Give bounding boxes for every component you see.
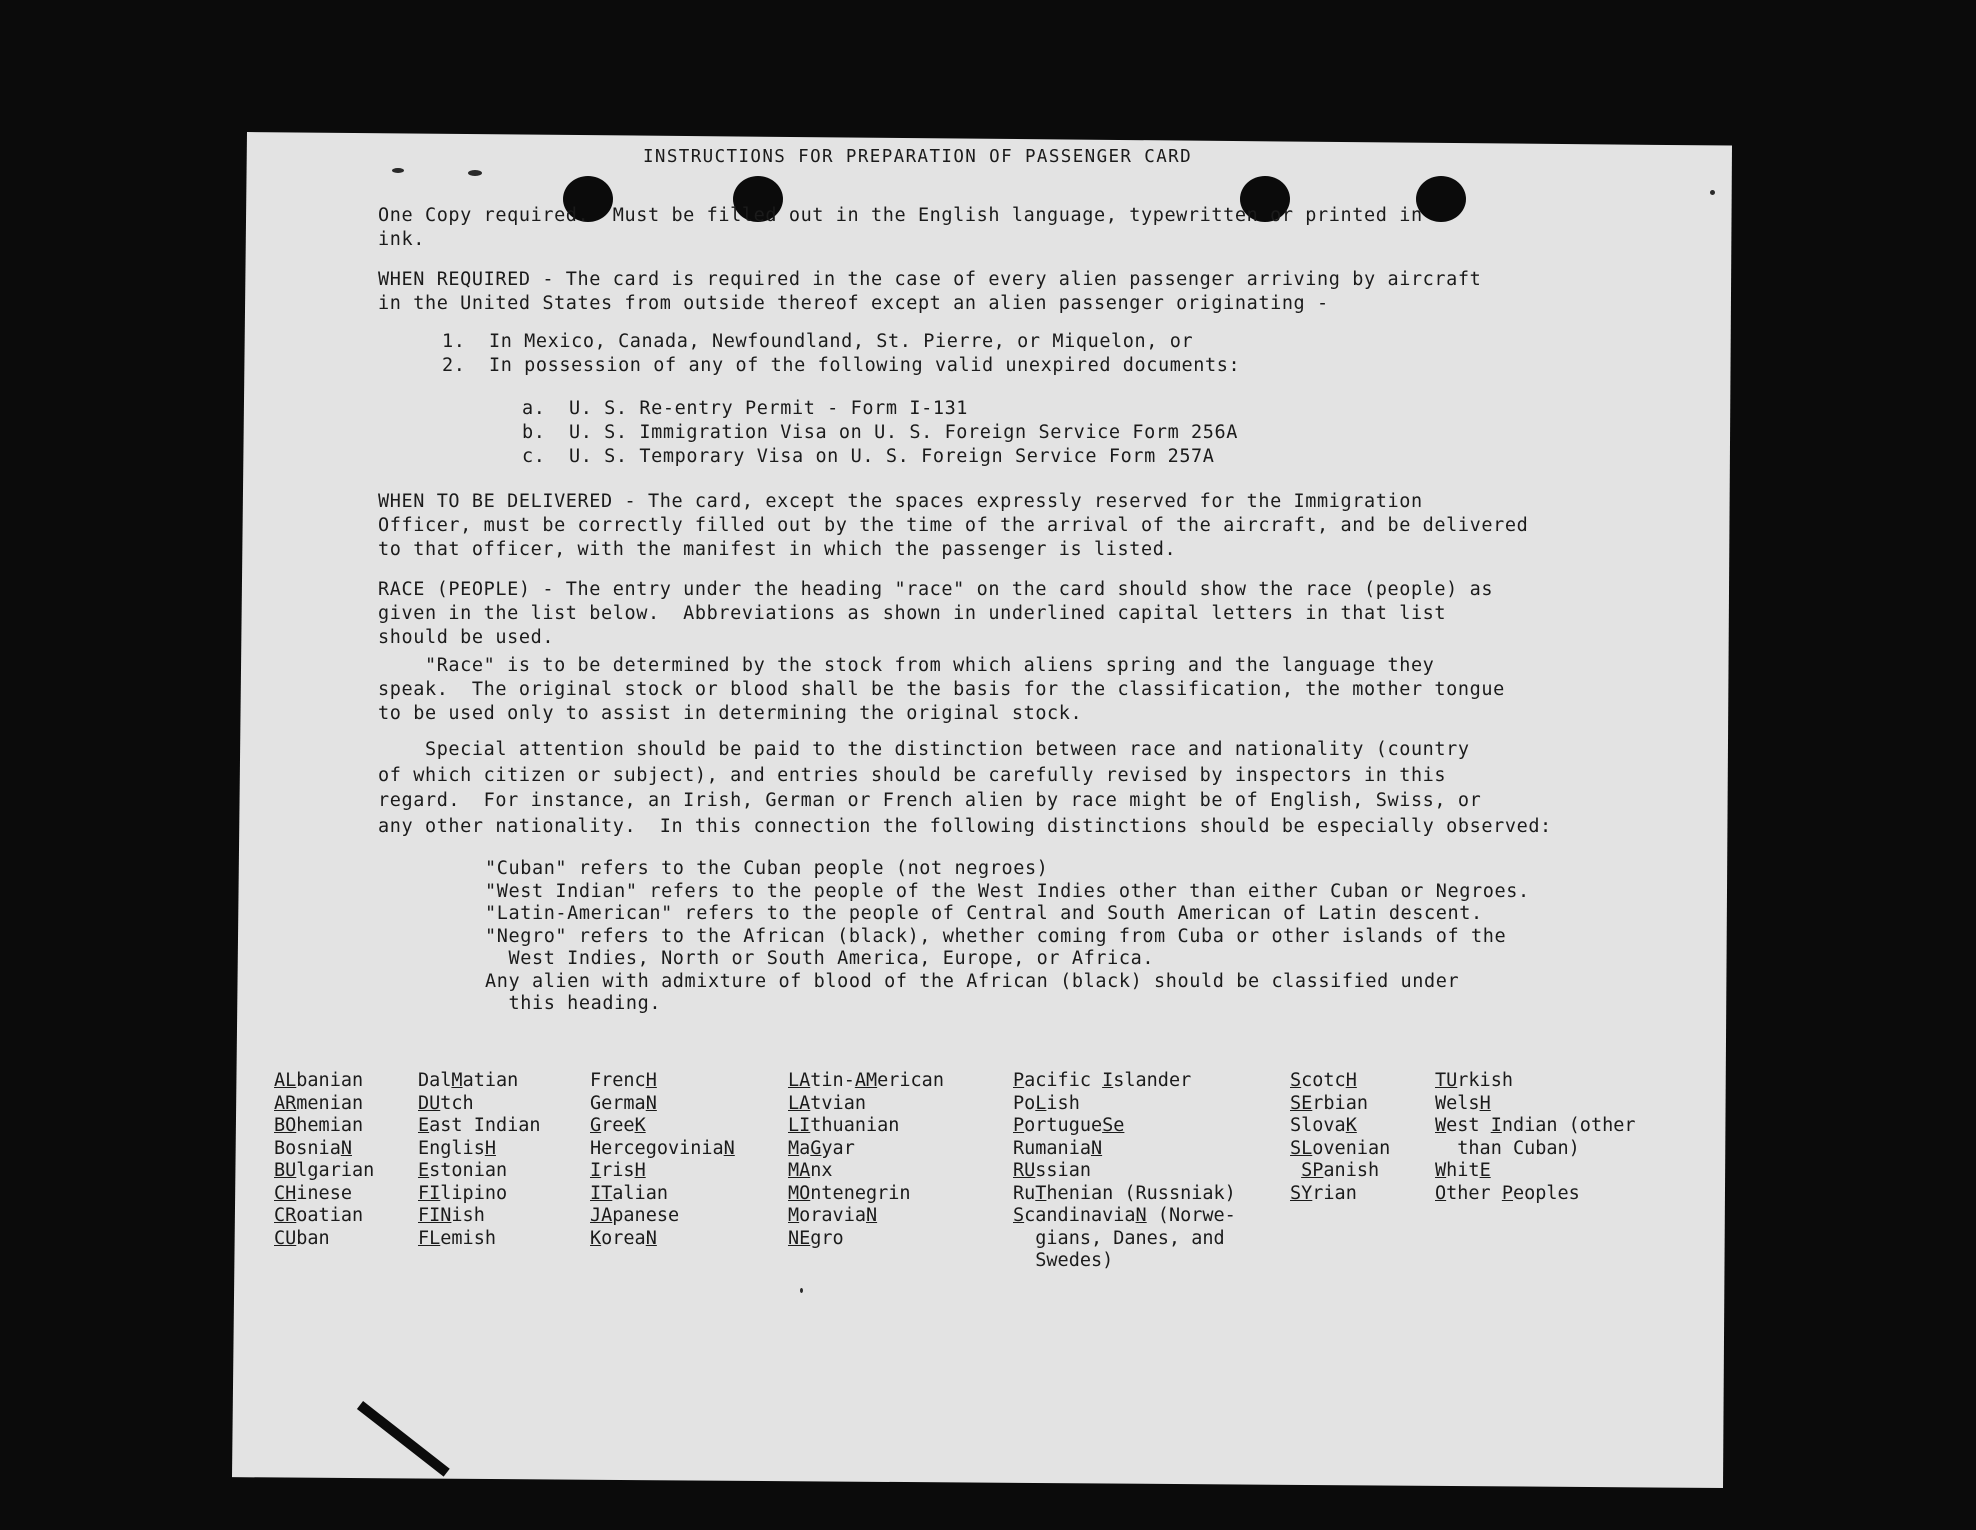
race-text: panese <box>612 1205 680 1226</box>
race-column-6 <box>1290 1070 1390 1205</box>
race-text: candinavia <box>1024 1205 1136 1226</box>
race-abbreviation: W <box>1435 1160 1447 1181</box>
race-entry <box>418 1205 541 1228</box>
race-text: erican <box>877 1070 944 1091</box>
race-entry <box>1290 1070 1390 1093</box>
race-abbreviation: NE <box>788 1227 811 1249</box>
race-text: stonian <box>429 1160 508 1181</box>
race-text: ovenian <box>1312 1137 1391 1159</box>
race-entry <box>788 1138 944 1161</box>
race-column-2 <box>418 1070 541 1250</box>
race-entry <box>418 1115 541 1138</box>
race-abbreviation: E <box>418 1160 430 1181</box>
race-abbreviation: I <box>1102 1070 1114 1091</box>
race-text: oravia <box>799 1205 866 1226</box>
race-abbreviation: W <box>1435 1115 1447 1136</box>
race-abbreviation: S <box>1013 1205 1025 1226</box>
race-entry <box>788 1228 944 1251</box>
ink-speck <box>468 170 482 176</box>
race-abbreviation: SP <box>1301 1160 1324 1181</box>
race-text: slander <box>1113 1070 1192 1091</box>
race-abbreviation: H <box>484 1137 496 1159</box>
race-entry <box>590 1115 735 1138</box>
race-entry <box>1013 1183 1236 1206</box>
race-entry <box>788 1115 944 1138</box>
race-entry <box>590 1160 735 1183</box>
race-abbreviation: SL <box>1290 1137 1313 1159</box>
race-abbreviation: TU <box>1435 1070 1458 1091</box>
race-abbreviation: FI <box>418 1182 441 1204</box>
race-text: nx <box>810 1160 833 1181</box>
race-text: lgarian <box>296 1160 375 1181</box>
race-abbreviation: H <box>645 1070 657 1091</box>
race-text: ban <box>296 1227 330 1249</box>
race-abbreviation: N <box>645 1092 657 1114</box>
race-abbreviation: I <box>1490 1115 1502 1136</box>
race-text: ortugue <box>1024 1115 1103 1136</box>
race-entry <box>418 1093 541 1116</box>
race-text: anish <box>1323 1160 1380 1181</box>
race-entry <box>788 1160 944 1183</box>
race-entry <box>274 1093 374 1116</box>
race-abbreviation: H <box>1479 1092 1491 1114</box>
race-abbreviation: N <box>1090 1137 1103 1159</box>
race-text: ntenegrin <box>810 1182 911 1204</box>
race-text: hemian <box>296 1115 364 1136</box>
race-text: alian <box>612 1182 668 1204</box>
race-entry <box>418 1138 541 1161</box>
race-text: Po <box>1013 1092 1036 1114</box>
race-people-paragraph: RACE (PEOPLE) - The entry under the heading "race" on the card should show the race (people) as given in the list below. Abbreviations as shown in underlined capital letters in that list should be used. <box>378 579 1494 648</box>
race-text: rbian <box>1312 1092 1368 1114</box>
race-entry <box>1290 1138 1390 1161</box>
race-abbreviation: G <box>810 1137 822 1159</box>
race-abbreviation: P <box>1013 1070 1025 1091</box>
origin-list: 1. In Mexico, Canada, Newfoundland, St. Pierre, or Miquelon, or 2. In possession of any of the following valid unexpired documents: <box>442 331 1241 376</box>
race-abbreviation: M <box>788 1137 800 1159</box>
race-entry <box>590 1183 735 1206</box>
race-abbreviation: LA <box>788 1092 811 1114</box>
race-text: tch <box>440 1092 474 1114</box>
race-entry <box>788 1070 944 1093</box>
race-abbreviation: BO <box>274 1115 297 1136</box>
race-text: a <box>799 1137 811 1159</box>
race-text: eoples <box>1512 1182 1580 1204</box>
race-entry <box>788 1205 944 1228</box>
race-entry <box>418 1160 541 1183</box>
race-text: atian <box>462 1070 519 1091</box>
ink-speck <box>392 168 404 173</box>
race-abbreviation: Se <box>1102 1115 1125 1136</box>
race-entry <box>1290 1093 1390 1116</box>
race-abbreviation: SE <box>1290 1092 1313 1114</box>
race-column-3 <box>590 1070 735 1250</box>
race-text: Frenc <box>590 1070 646 1091</box>
race-entry <box>1435 1070 1636 1093</box>
race-text: rkish <box>1457 1070 1513 1091</box>
race-text: ish <box>1046 1092 1080 1114</box>
race-abbreviation: G <box>590 1115 602 1136</box>
race-abbreviation: S <box>1290 1070 1302 1091</box>
race-entry <box>1435 1093 1636 1116</box>
race-entry <box>1290 1115 1390 1138</box>
race-entry <box>590 1205 735 1228</box>
race-abbreviation: JA <box>590 1205 613 1226</box>
page-title: INSTRUCTIONS FOR PREPARATION OF PASSENGER CARD <box>643 147 1193 167</box>
race-text: Germa <box>590 1092 646 1114</box>
race-definition-paragraph: "Race" is to be determined by the stock from which aliens spring and the language they speak. The original stock or blood shall be the basis for the classification, the mother tongue to be used only to assist in determining the original stock. <box>378 655 1505 724</box>
race-column-5 <box>1013 1070 1236 1273</box>
ink-speck <box>1710 190 1715 195</box>
race-text: gians, Danes, and <box>1013 1227 1225 1249</box>
race-text: acific <box>1024 1070 1103 1091</box>
race-column-7 <box>1435 1070 1636 1205</box>
race-abbreviation: O <box>1435 1182 1447 1204</box>
race-text: ree <box>601 1115 635 1136</box>
race-abbreviation: AM <box>854 1070 878 1091</box>
race-text: henian (Russniak) <box>1046 1182 1236 1204</box>
race-text: ish <box>451 1205 485 1226</box>
race-text: Englis <box>418 1137 485 1159</box>
race-abbreviation: M <box>788 1205 800 1226</box>
race-text: Dal <box>418 1070 452 1091</box>
race-column-4 <box>788 1070 944 1250</box>
race-text: rian <box>1312 1182 1357 1204</box>
race-entry <box>274 1205 374 1228</box>
race-text: Hercegovinia <box>590 1137 724 1159</box>
race-text: (Norwe- <box>1146 1205 1236 1226</box>
race-abbreviation: M <box>451 1070 463 1091</box>
race-entry <box>1435 1160 1636 1183</box>
race-entry <box>1013 1160 1236 1183</box>
race-text: emish <box>440 1227 496 1249</box>
race-entry <box>274 1160 374 1183</box>
race-text: ndian (other <box>1501 1115 1636 1136</box>
race-entry <box>1435 1138 1636 1161</box>
race-abbreviation: K <box>1345 1115 1357 1136</box>
race-text: Ru <box>1013 1182 1036 1204</box>
race-abbreviation: H <box>1345 1070 1357 1091</box>
race-text: Wels <box>1435 1092 1480 1114</box>
race-abbreviation: CR <box>274 1205 297 1226</box>
document-list: a. U. S. Re-entry Permit - Form I-131 b. U. S. Immigration Visa on U. S. Foreign Service Form 256A c. U. S. Temporary Visa on U. S. Foreign Service Form 257A <box>522 398 1239 467</box>
race-entry <box>788 1183 944 1206</box>
race-abbreviation: BU <box>274 1160 297 1181</box>
race-abbreviation: MA <box>788 1160 811 1181</box>
race-text: est <box>1446 1115 1491 1136</box>
race-text: yar <box>821 1137 855 1159</box>
ink-speck <box>800 1288 803 1293</box>
race-entry <box>1013 1138 1236 1161</box>
race-text: banian <box>296 1070 364 1091</box>
race-entry <box>1290 1160 1390 1183</box>
race-entry <box>418 1228 541 1251</box>
race-entry <box>418 1183 541 1206</box>
race-entry <box>1435 1183 1636 1206</box>
race-text: ast Indian <box>429 1115 541 1136</box>
race-text: cotc <box>1301 1070 1346 1091</box>
intro-paragraph: One Copy required. Must be filled out in the English language, typewritten or printed in ink. <box>378 205 1423 250</box>
when-required-paragraph: WHEN REQUIRED - The card is required in the case of every alien passenger arriving by aircraft in the United States from outside thereof except an alien passenger originating - <box>378 269 1482 314</box>
race-abbreviation: FIN <box>418 1205 452 1226</box>
race-text: oatian <box>296 1205 364 1226</box>
race-abbreviation: I <box>590 1160 602 1181</box>
race-entry <box>1013 1070 1236 1093</box>
race-abbreviation: E <box>418 1115 430 1136</box>
race-abbreviation: CU <box>274 1227 297 1249</box>
race-text: Swedes) <box>1013 1250 1114 1271</box>
race-entry <box>788 1093 944 1116</box>
race-abbreviation: N <box>340 1137 352 1159</box>
race-entry <box>590 1070 735 1093</box>
race-entry <box>1290 1183 1390 1206</box>
race-abbreviation: L <box>1035 1092 1047 1114</box>
race-column-1 <box>274 1070 374 1250</box>
race-entry <box>274 1138 374 1161</box>
race-text: orea <box>601 1227 646 1249</box>
race-entry <box>590 1093 735 1116</box>
when-delivered-paragraph: WHEN TO BE DELIVERED - The card, except the spaces expressly reserved for the Immigration Officer, must be correctly filled out by the time of the arrival of the aircraft, and be delivered to that officer, with the manifest in which the passenger is listed. <box>378 491 1529 560</box>
race-entry <box>1013 1093 1236 1116</box>
race-text: than Cuban) <box>1435 1137 1580 1159</box>
race-text: Rumania <box>1013 1137 1091 1159</box>
race-abbreviation: CH <box>274 1182 297 1204</box>
race-abbreviation: H <box>634 1160 646 1181</box>
race-text: thuanian <box>810 1115 900 1136</box>
race-abbreviation: LI <box>788 1115 811 1136</box>
race-entry <box>590 1138 735 1161</box>
race-abbreviation: N <box>723 1137 735 1159</box>
race-entry <box>274 1070 374 1093</box>
race-entry <box>1013 1250 1236 1273</box>
race-abbreviation: LA <box>788 1070 811 1091</box>
race-abbreviation: N <box>1135 1205 1147 1226</box>
race-text: ssian <box>1035 1160 1091 1181</box>
race-text: gro <box>810 1227 844 1249</box>
race-abbreviation: T <box>1035 1182 1047 1204</box>
race-text: ris <box>601 1160 635 1181</box>
race-entry <box>1013 1115 1236 1138</box>
race-abbreviation: MO <box>788 1182 811 1204</box>
race-entry <box>1435 1115 1636 1138</box>
race-text <box>1290 1160 1301 1181</box>
race-text: inese <box>296 1182 352 1204</box>
race-abbreviation: K <box>590 1227 602 1249</box>
race-abbreviation: E <box>1479 1160 1491 1181</box>
race-abbreviation: AR <box>274 1092 297 1114</box>
race-abbreviation: IT <box>590 1182 613 1204</box>
race-abbreviation: P <box>1501 1182 1513 1204</box>
race-abbreviation: DU <box>418 1092 441 1114</box>
punch-hole-4 <box>1416 176 1466 222</box>
race-text: lipino <box>440 1182 508 1204</box>
race-entry <box>590 1228 735 1251</box>
race-text: menian <box>296 1092 364 1114</box>
race-abbreviation: K <box>634 1115 646 1136</box>
distinctions-list: "Cuban" refers to the Cuban people (not negroes) "West Indian" refers to the people of the West Indies other than either Cuban or Negroes. "Latin-American" refers to the people of Central and South American of Latin descent. "Negro" refers to the African (black), whether coming from Cuba or other islands of the West Indies, North or South America, Europe, or Africa. Any alien with admixture of blood of the African (black) should be classified under this heading. <box>485 858 1530 1014</box>
race-text: Bosnia <box>274 1137 341 1159</box>
race-text: Slova <box>1290 1115 1346 1136</box>
race-entry <box>1013 1205 1236 1228</box>
race-entry <box>274 1228 374 1251</box>
special-attention-paragraph: Special attention should be paid to the distinction between race and nationality (country of which citizen or subject), and entries should be carefully revised by inspectors in this regard. For instance, an Irish, German or French alien by race might be of English, Swiss, or any other nationality. In this connection the following distinctions should be especially observed: <box>378 739 1552 837</box>
race-abbreviation: N <box>865 1205 878 1226</box>
race-abbreviation: SY <box>1290 1182 1313 1204</box>
race-entry <box>418 1070 541 1093</box>
race-text: hit <box>1446 1160 1480 1181</box>
race-entry <box>274 1115 374 1138</box>
race-entry <box>274 1183 374 1206</box>
race-abbreviation: AL <box>274 1070 297 1091</box>
race-abbreviation: P <box>1013 1115 1025 1136</box>
race-text: tvian <box>810 1092 866 1114</box>
race-abbreviation: RU <box>1013 1160 1036 1181</box>
race-text: tin- <box>810 1070 855 1091</box>
race-abbreviation: N <box>645 1227 657 1249</box>
race-text: ther <box>1446 1182 1502 1204</box>
race-entry <box>1013 1228 1236 1251</box>
race-abbreviation: FL <box>418 1227 441 1249</box>
